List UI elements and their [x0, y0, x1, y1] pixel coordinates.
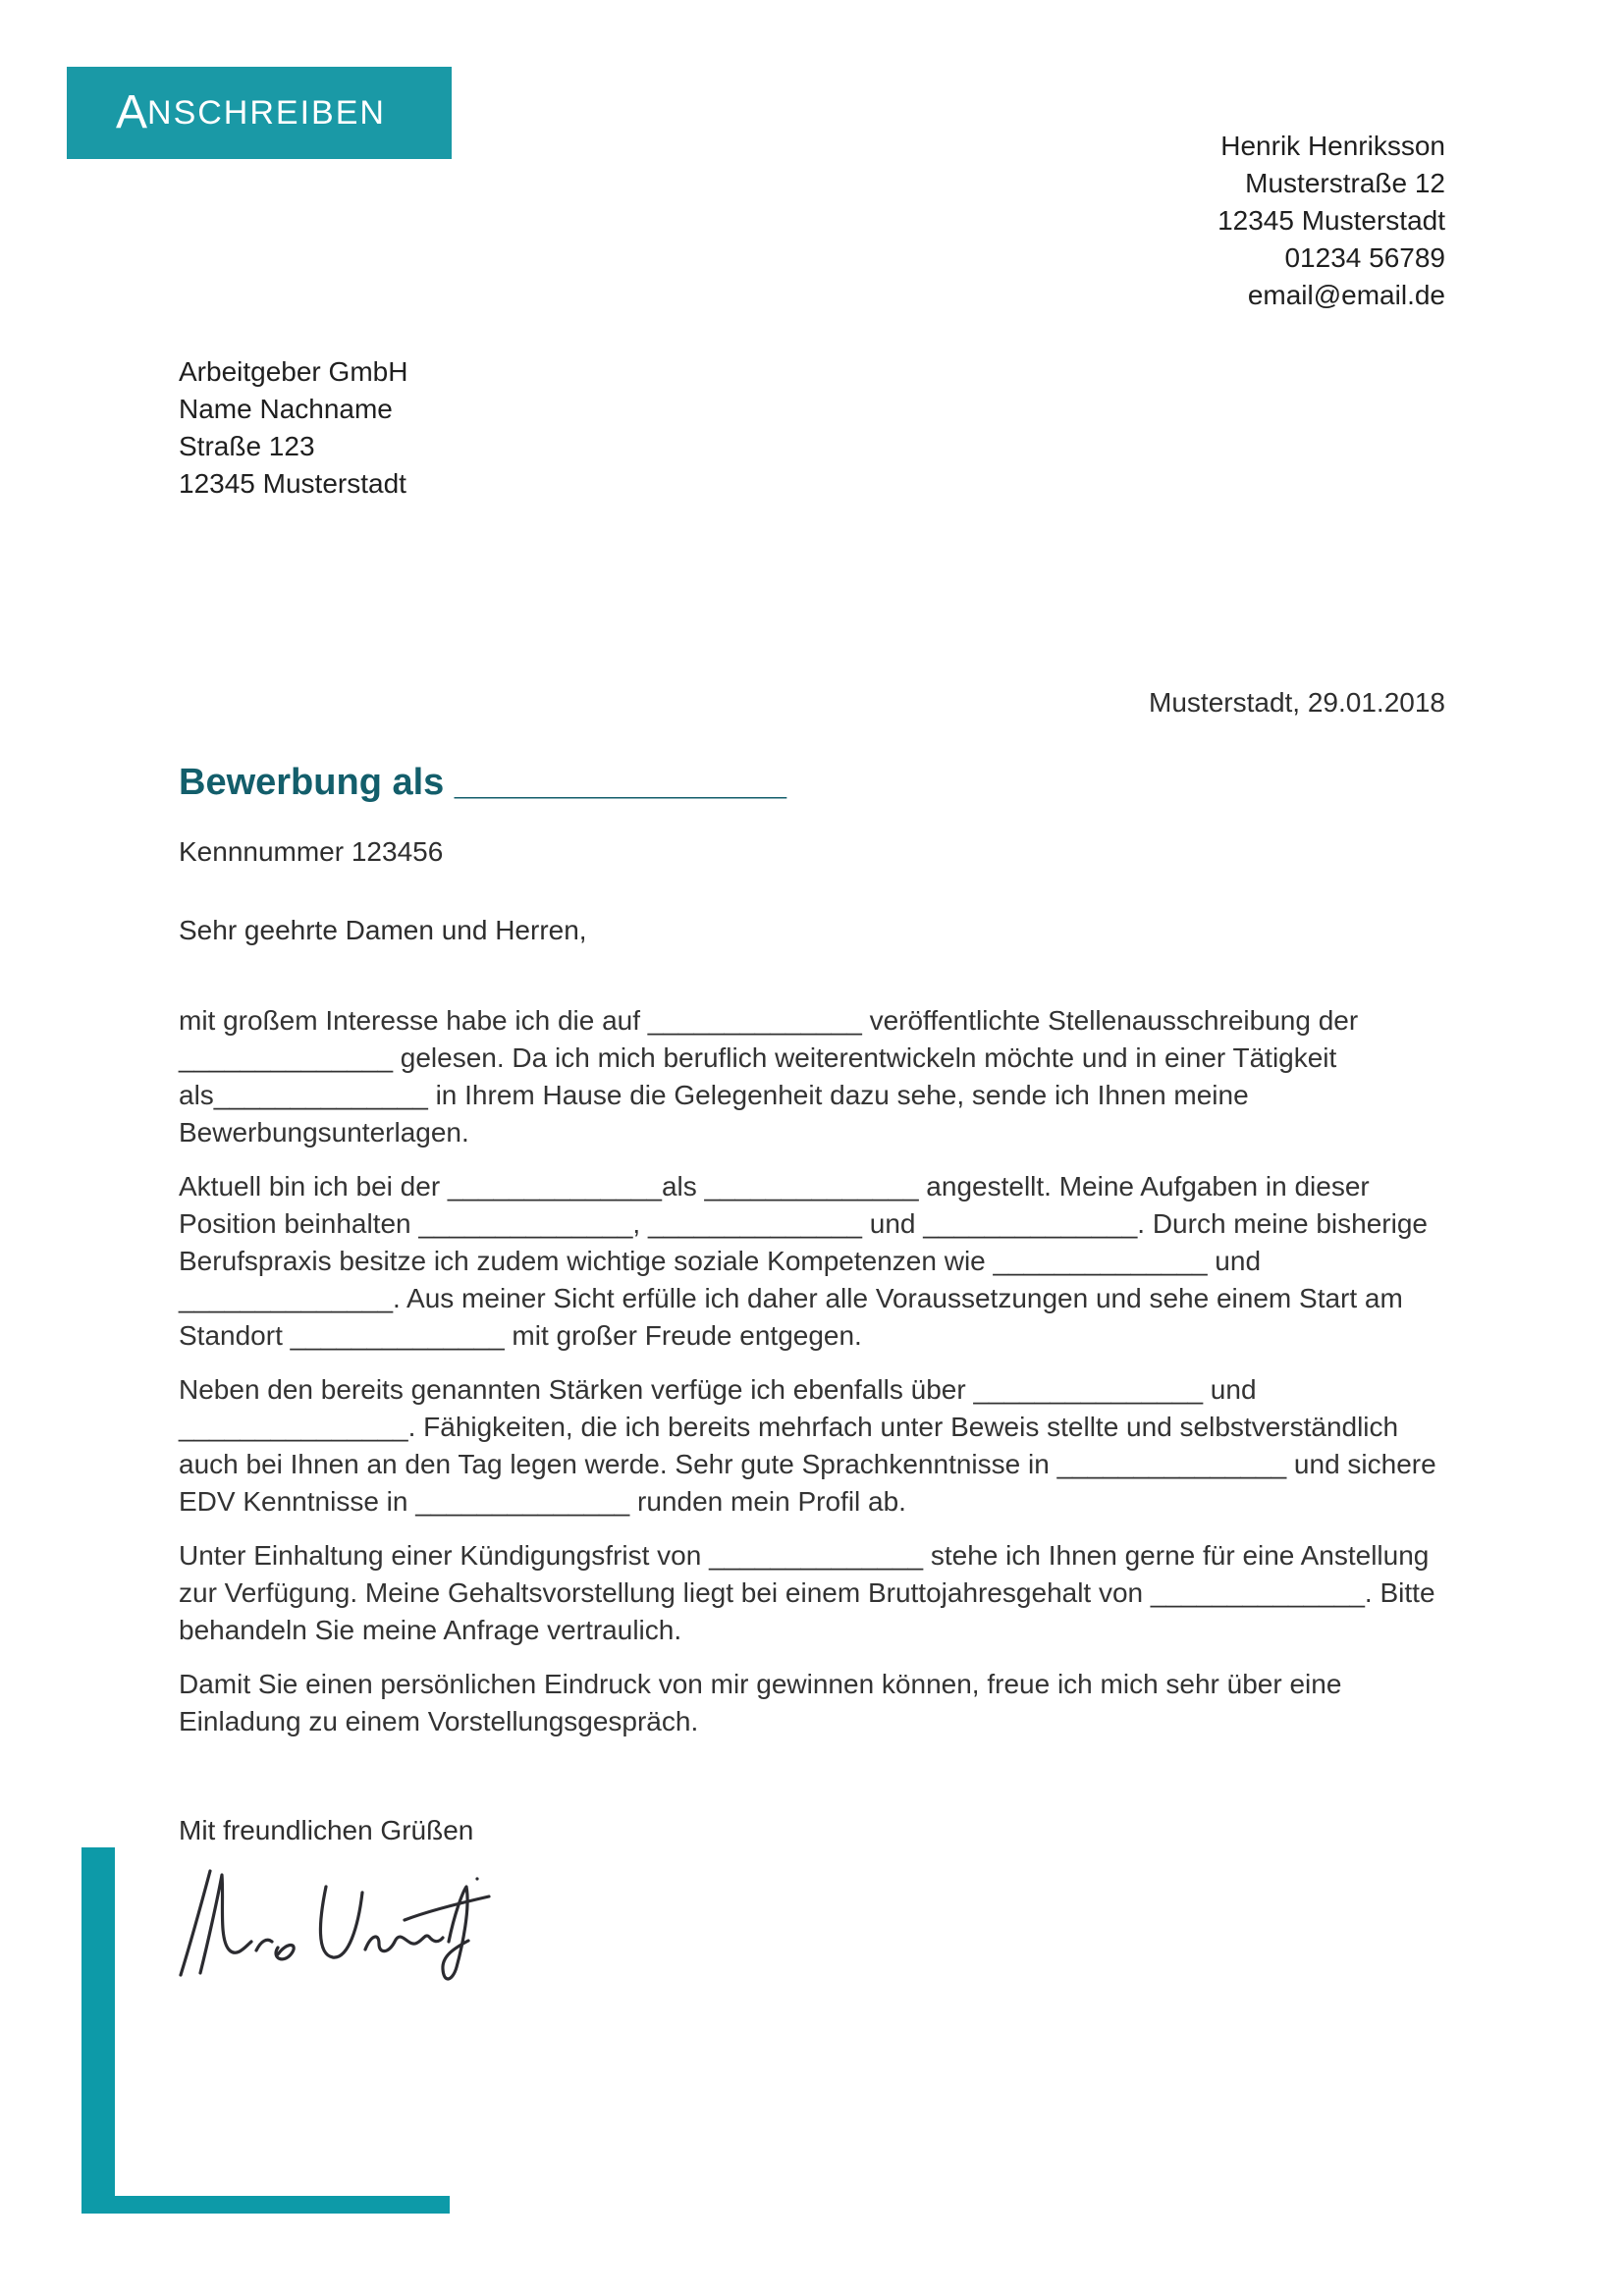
closing-phrase: Mit freundlichen Grüßen	[179, 1815, 474, 1845]
signature-scribble	[171, 1859, 495, 1997]
sender-name: Henrik Henriksson	[1220, 131, 1445, 161]
recipient-name: Name Nachname	[179, 394, 393, 424]
paragraph-interview-request: Damit Sie einen persönlichen Eindruck von mir gewinnen können, freue ich mich sehr über eine Einladung zu einem Vorstellungsgespräch.	[179, 1669, 1342, 1736]
bottom-accent-bar	[81, 2196, 450, 2214]
date-line: Musterstadt, 29.01.2018	[1149, 687, 1445, 718]
paragraph-introduction: mit großem Interesse habe ich die auf ______________ veröffentlichte Stellenausschreibung der ______________ gelesen. Da ich mich beruflich weiterentwickeln möchte und in einer Tätigkeit als______________ in Ihrem Hause die Gelegenheit dazu sehe, sende ich Ihnen meine Bewerbungsunterlagen.	[179, 1005, 1359, 1148]
sender-email: email@email.de	[1247, 280, 1445, 310]
paragraph-current-position: Aktuell bin ich bei der ______________als ______________ angestellt. Meine Aufgaben in dieser Position beinhalten ______________, ______________ und ______________. Durch meine bisherige Berufspraxis besitze ich zudem wichtige soziale Kompetenzen wie ______________ und ______________. Aus meiner Sicht erfülle ich daher alle Voraussetzungen und sehe einem Start am Standort ______________ mit großer Freude entgegen.	[179, 1171, 1428, 1351]
recipient-city: 12345 Musterstadt	[179, 468, 406, 499]
letter-body	[179, 1002, 1447, 1757]
sender-street: Musterstraße 12	[1245, 168, 1445, 198]
banner-title-text: NSCHREIBEN	[147, 94, 386, 132]
paragraph-strengths: Neben den bereits genannten Stärken verfüge ich ebenfalls über _______________ und _______________. Fähigkeiten, die ich bereits mehrfach unter Beweis stellte und selbstverständlich auch bei Ihnen an den Tag legen werde. Sehr gute Sprachkenntnisse in _______________ und sichere EDV Kenntnisse in ______________ runden mein Profil ab.	[179, 1374, 1436, 1517]
sender-address-block	[1217, 128, 1445, 314]
recipient-address-block	[179, 353, 407, 503]
salutation: Sehr geehrte Damen und Herren,	[179, 915, 587, 945]
sender-city: 12345 Musterstadt	[1217, 205, 1445, 236]
recipient-street: Straße 123	[179, 431, 315, 461]
reference-number: Kennnummer 123456	[179, 836, 444, 867]
subject-line: Bewerbung als ________________	[179, 762, 786, 803]
recipient-company: Arbeitgeber GmbH	[179, 356, 408, 387]
sender-phone: 01234 56789	[1284, 242, 1445, 273]
left-accent-bar	[81, 1847, 115, 2214]
banner-initial-letter: A	[116, 86, 148, 138]
paragraph-notice-salary: Unter Einhaltung einer Kündigungsfrist von ______________ stehe ich Ihnen gerne für eine Anstellung zur Verfügung. Meine Gehaltsvorstellung liegt bei einem Bruttojahresgehalt von ______________. Bitte behandeln Sie meine Anfrage vertraulich.	[179, 1540, 1435, 1645]
signature-text	[0, 0, 1, 1]
document-title-banner	[67, 67, 452, 159]
